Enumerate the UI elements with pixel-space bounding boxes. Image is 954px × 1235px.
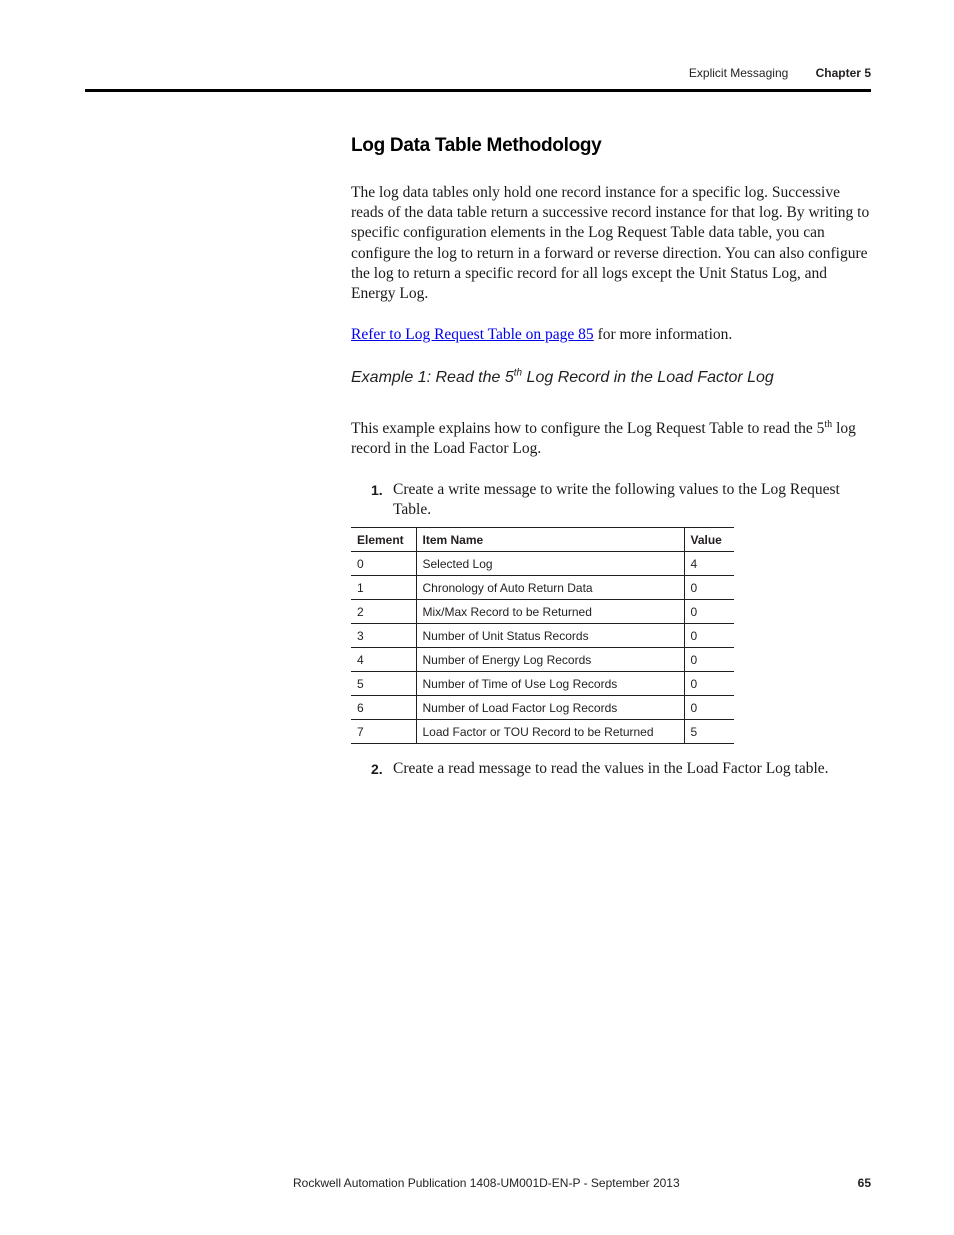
header-element: Element — [351, 528, 416, 552]
log-request-table-link[interactable]: Refer to Log Request Table on page 85 — [351, 326, 594, 343]
step-2 — [371, 759, 871, 779]
example-heading-sup: th — [513, 367, 523, 379]
table-row — [351, 672, 734, 696]
cell-item-name: Number of Time of Use Log Records — [416, 672, 684, 696]
footer-page-number: 65 — [857, 1176, 871, 1190]
cell-element: 4 — [351, 648, 416, 672]
intro-paragraph: The log data tables only hold one record instance for a specific log. Successive reads of the data table return a successive record instance for that log. By writing to specific configuration elements in the Log Request Table data table, you can configure the log to return in a forward or reverse direction. You can also configure the log to return a specific record for all logs except the Unit Status Log, and Energy Log. — [351, 184, 870, 303]
running-header — [689, 66, 871, 80]
reference-rest: for more information. — [593, 326, 733, 343]
cell-item-name: Chronology of Auto Return Data — [416, 576, 684, 600]
cell-item-name: Selected Log — [416, 552, 684, 576]
cell-item-name: Number of Load Factor Log Records — [416, 696, 684, 720]
example-heading-before: Example 1: Read the 5 — [351, 369, 514, 386]
cell-value: 0 — [684, 648, 734, 672]
cell-item-name: Number of Unit Status Records — [416, 624, 684, 648]
step-1-text: Create a write message to write the following values to the Log Request Table. — [393, 481, 840, 518]
cell-element: 6 — [351, 696, 416, 720]
cell-value: 0 — [684, 672, 734, 696]
cell-value: 0 — [684, 576, 734, 600]
example-paragraph-before: This example explains how to configure the Log Request Table to read the 5 — [351, 420, 825, 437]
section-title: Log Data Table Methodology — [351, 135, 602, 156]
table-header-row — [351, 528, 734, 552]
cell-value: 4 — [684, 552, 734, 576]
table-row — [351, 696, 734, 720]
cell-element: 1 — [351, 576, 416, 600]
example-heading-after: Log Record in the Load Factor Log — [522, 369, 774, 386]
table-row — [351, 720, 734, 744]
reference-paragraph — [351, 325, 871, 345]
header-rule — [85, 89, 871, 92]
step-1 — [371, 480, 871, 520]
table-row — [351, 648, 734, 672]
example-paragraph — [351, 419, 871, 459]
table-row — [351, 576, 734, 600]
step-2-text: Create a read message to read the values in the Load Factor Log table. — [393, 760, 829, 777]
example-paragraph-sup: th — [824, 418, 833, 430]
cell-item-name: Load Factor or TOU Record to be Returned — [416, 720, 684, 744]
example-paragraph-after: log record in the Load Factor Log. — [351, 420, 856, 458]
table-row — [351, 552, 734, 576]
step-1-number: 1. — [371, 482, 383, 498]
cell-element: 2 — [351, 600, 416, 624]
cell-value: 0 — [684, 624, 734, 648]
footer-publication: Rockwell Automation Publication 1408-UM001D-EN-P - September 2013 — [293, 1176, 680, 1190]
cell-item-name: Mix/Max Record to be Returned — [416, 600, 684, 624]
log-request-table — [351, 527, 734, 744]
header-value: Value — [684, 528, 734, 552]
cell-value: 5 — [684, 720, 734, 744]
cell-element: 3 — [351, 624, 416, 648]
table-row — [351, 624, 734, 648]
step-2-number: 2. — [371, 761, 383, 777]
header-item-name: Item Name — [416, 528, 684, 552]
cell-element: 7 — [351, 720, 416, 744]
cell-item-name: Number of Energy Log Records — [416, 648, 684, 672]
header-chapter: Chapter 5 — [815, 66, 871, 80]
table-row — [351, 600, 734, 624]
cell-element: 5 — [351, 672, 416, 696]
cell-value: 0 — [684, 600, 734, 624]
header-section: Explicit Messaging — [688, 66, 789, 80]
cell-element: 0 — [351, 552, 416, 576]
cell-value: 0 — [684, 696, 734, 720]
example-heading — [351, 369, 774, 387]
